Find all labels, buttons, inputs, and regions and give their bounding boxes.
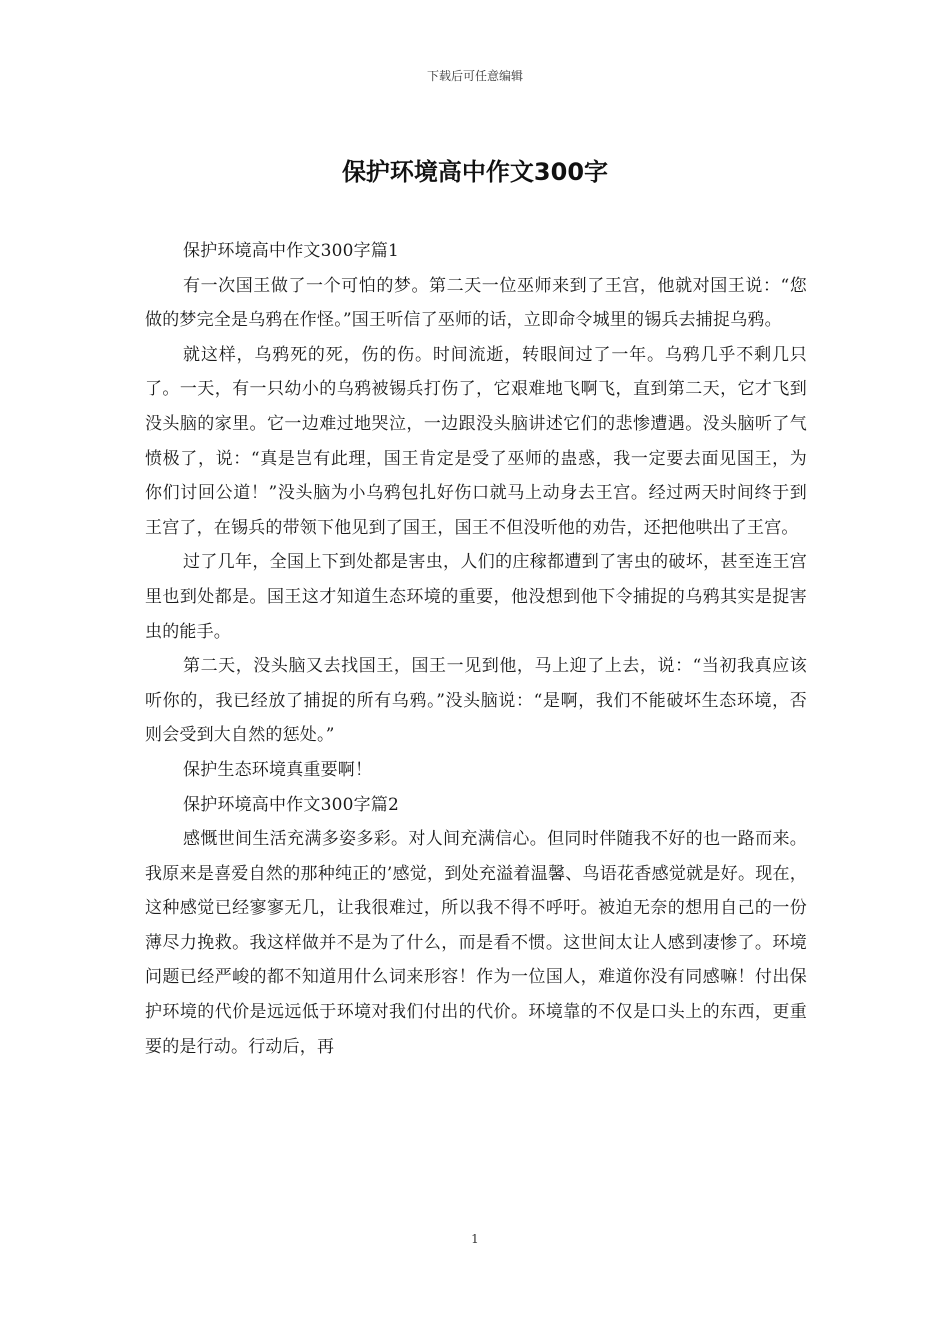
paragraph: 第二天，没头脑又去找国王，国王一见到他，马上迎了上去，说：“当初我真应该听你的，我已经放了捕捉的所有乌鸦。”没头脑说：“是啊，我们不能破坏生态环境，否则会受到大自然的惩处。” — [145, 656, 807, 746]
section-heading-2: 保护环境高中作文300字篇2 — [183, 794, 400, 815]
section-heading-1: 保护环境高中作文300字篇1 — [183, 241, 400, 261]
paragraph: 感慨世间生活充满多姿多彩。对人间充满信心。但同时伴随我不好的也一路而来。我原来是喜爱自然的那种纯正的’感觉，到处充溢着温馨、鸟语花香感觉就是好。现在，这种感觉已经寥寥无几，让我很难过，所以我不得不呼吁。被迫无奈的想用自己的一份薄尽力挽救。我这样做并不是为了什么，而是看不惯。这世间太让人感到凄惨了。环境问题已经严峻的都不知道用什么词来形容！作为一位国人，难道你没有同感嘛！付出保护环境的代价是远远低于环境对我们付出的代价。环境靠的不仅是口头上的东西，更重要的是行动。行动后，再 — [145, 829, 807, 1057]
paragraph: 过了几年，全国上下到处都是害虫，人们的庄稼都遭到了害虫的破坏，甚至连王宫里也到处都是。国王这才知道生态环境的重要，他没想到他下令捕捉的乌鸦其实是捉害虫的能手。 — [145, 552, 807, 642]
document-body — [145, 234, 807, 1064]
paragraph: 有一次国王做了一个可怕的梦。第二天一位巫师来到了王宫，他就对国王说：“您做的梦完全是乌鸦在作怪。”国王听信了巫师的话，立即命令城里的锡兵去捕捉乌鸦。 — [145, 275, 807, 331]
paragraph: 就这样，乌鸦死的死，伤的伤。时间流逝，转眼间过了一年。乌鸦几乎不剩几只了。一天，有一只幼小的乌鸦被锡兵打伤了，它艰难地飞啊飞，直到第二天，它才飞到没头脑的家里。它一边难过地哭泣，一边跟没头脑讲述它们的悲惨遭遇。没头脑听了气愤极了，说：“真是岂有此理，国王肯定是受了巫师的蛊惑，我一定要去面见国王，为你们讨回公道！”没头脑为小乌鸦包扎好伤口就马上动身去王宫。经过两天时间终于到王宫了，在锡兵的带领下他见到了国王，国王不但没听他的劝告，还把他哄出了王宫。 — [145, 344, 807, 538]
paragraph: 保护生态环境真重要啊！ — [183, 759, 373, 780]
document-title: 保护环境高中作文300字 — [341, 158, 609, 186]
page-number: 1 — [471, 1232, 479, 1246]
header-note: 下载后可任意编辑 — [426, 69, 523, 83]
